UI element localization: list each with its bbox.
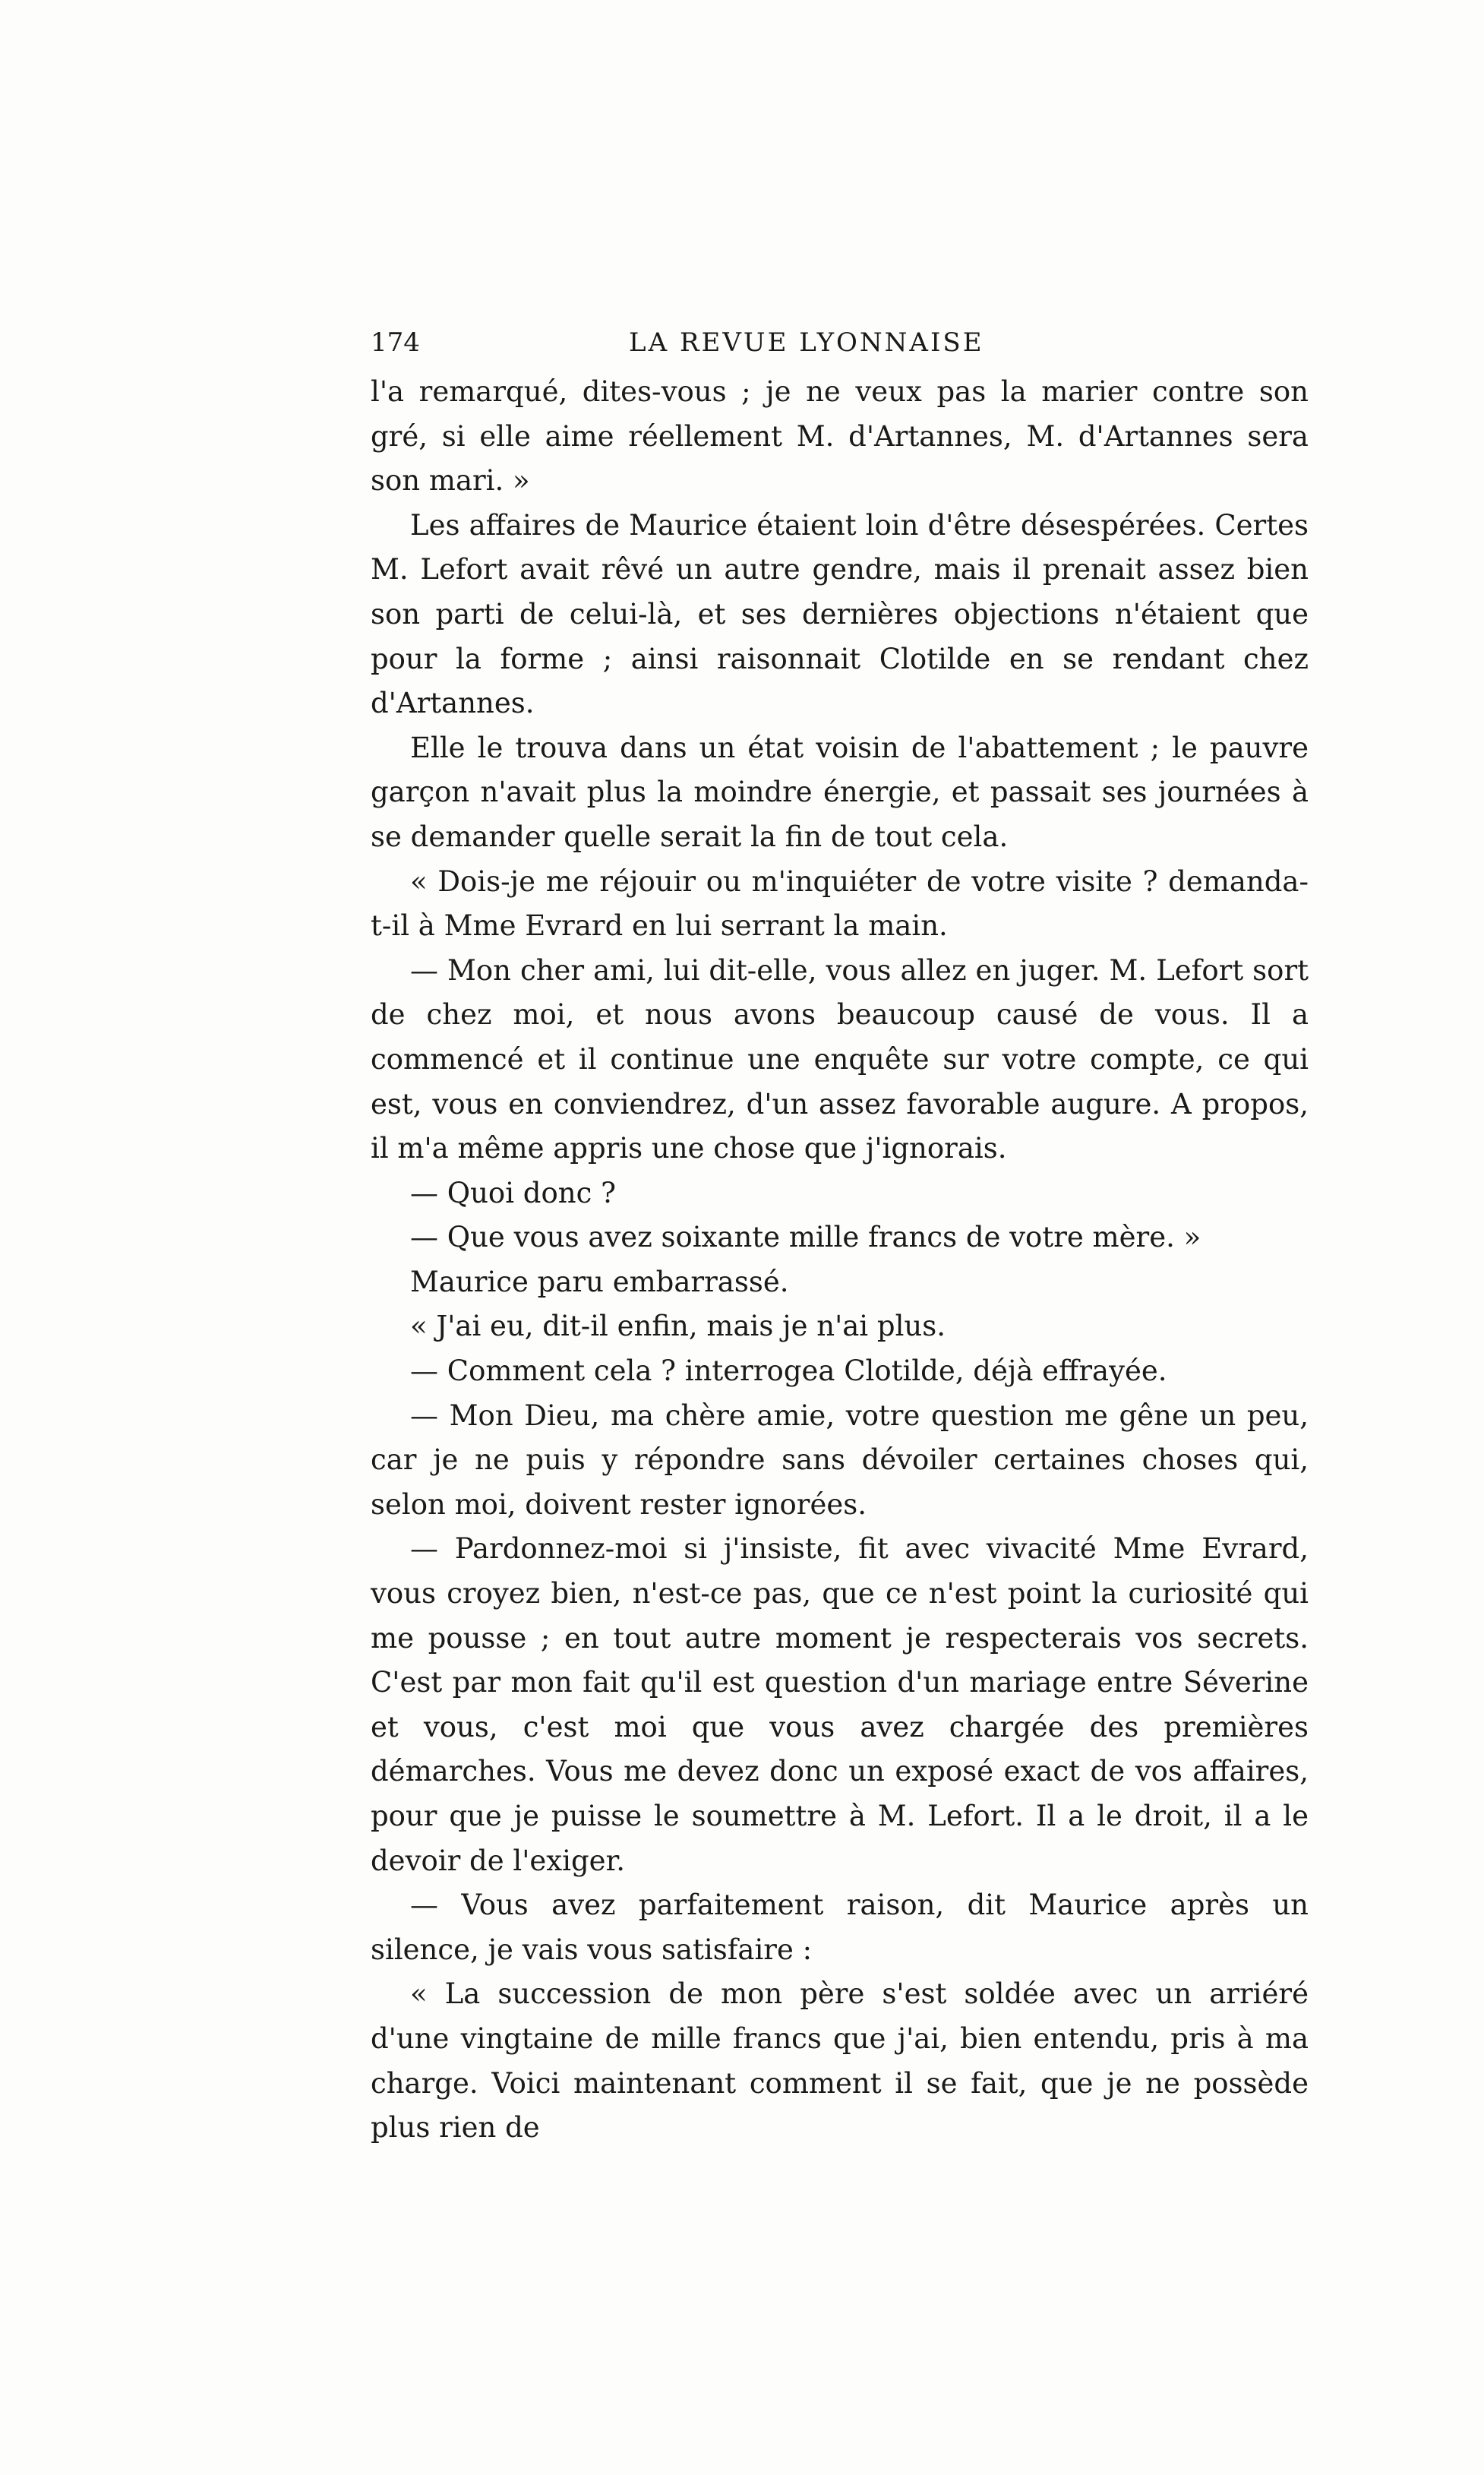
paragraph: « J'ai eu, dit-il enfin, mais je n'ai plus. (410, 1310, 946, 1343)
page-header (371, 323, 1191, 362)
paragraph: — Que vous avez soixante mille francs de votre mère. » (410, 1221, 1201, 1254)
running-title: LA REVUE LYONNAISE (629, 327, 984, 358)
paragraph: « La succession de mon père s'est soldée avec un arriéré d'une vingtaine de mille francs que j'ai, bien entendu, pris à ma charge. Voici maintenant comment il se fait, que je ne possède plus rien de (371, 1977, 1309, 2145)
paragraph: Maurice paru embarrassé. (410, 1265, 789, 1298)
paragraph: Les affaires de Maurice étaient loin d'être désespérées. Certes M. Lefort avait rêvé un autre gendre, mais il prenait assez bien son parti de celui-là, et ses dernières objections n'étaient que pour la forme ; ainsi raisonnait Clotilde en se rendant chez d'Artannes. (371, 508, 1309, 720)
paragraph: — Comment cela ? interrogea Clotilde, déjà effrayée. (410, 1354, 1167, 1388)
paragraph: Elle le trouva dans un état voisin de l'abattement ; le pauvre garçon n'avait plus la moindre énergie, et passait ses journées à se demander quelle serait la fin de tout cela. (371, 731, 1309, 853)
paragraph: — Quoi donc ? (410, 1176, 616, 1209)
paragraph: — Mon cher ami, lui dit-elle, vous allez en juger. M. Lefort sort de chez moi, et nous avons beaucoup causé de vous. Il a commencé et il continue une enquête sur votre compte, ce qui est, vous en conviendrez, d'un assez favorable augure. A propos, il m'a même appris une chose que j'ignorais. (371, 953, 1309, 1165)
paragraph: — Mon Dieu, ma chère amie, votre question me gêne un peu, car je ne puis y répondre sans dévoiler certaines choses qui, selon moi, doivent rester ignorées. (371, 1399, 1309, 1521)
paragraph: — Pardonnez-moi si j'insiste, fit avec vivacité Mme Evrard, vous croyez bien, n'est-ce pas, que ce n'est point la curiosité qui me pousse ; en tout autre moment je respecterais vos secrets. C'est par mon fait qu'il est question d'un mariage entre Séverine et vous, c'est moi que vous avez chargée des premières démarches. Vous me devez donc un exposé exact de vos affaires, pour que je puisse le soumettre à M. Lefort. Il a le droit, il a le devoir de l'exiger. (371, 1532, 1309, 1877)
body-text (371, 370, 1309, 2151)
paragraph: « Dois-je me réjouir ou m'inquiéter de votre visite ? demanda-t-il à Mme Evrard en lui serrant la main. (371, 865, 1309, 943)
paragraph: — Vous avez parfaitement raison, dit Maurice après un silence, je vais vous satisfaire : (371, 1889, 1309, 1966)
paragraph: l'a remarqué, dites-vous ; je ne veux pas la marier contre son gré, si elle aime réellement M. d'Artannes, M. d'Artannes sera son mari. » (371, 375, 1309, 498)
page-number: 174 (371, 327, 420, 358)
